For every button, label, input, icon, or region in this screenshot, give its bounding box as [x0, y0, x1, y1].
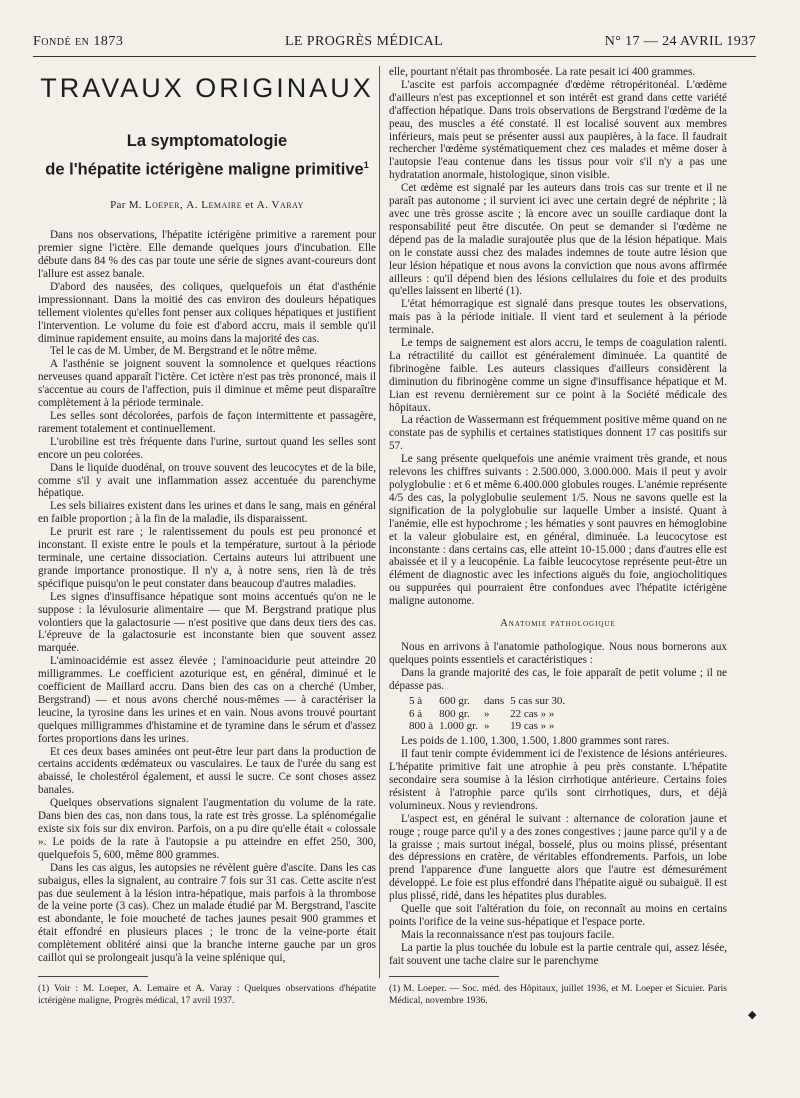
paragraph: La partie la plus touchée du lobule est la partie centrale qui, assez lésée, fait souvent une tache claire sur le parenchyme — [389, 941, 727, 967]
table-cell: 1.000 gr. — [439, 720, 478, 733]
table-cell: 19 cas » » — [510, 720, 555, 733]
footnote-right: (1) M. Loeper. — Soc. méd. des Hôpitaux, juillet 1936, et M. Loeper et Sicuier. Paris Médical, novembre 1936. — [389, 983, 727, 1006]
paragraph: Dans la grande majorité des cas, le foie apparaît de petit volume ; il ne dépasse pas. — [389, 666, 727, 692]
paragraph: L'aminoacidémie est assez élevée ; l'aminoacidurie peut atteindre 20 milligrammes. Le coefficient azoturique est, en général, diminué et le coefficient de Maillard accru. Dans bien des cas on a cherché (Umber, Bergstrand) — et nous avons cherché nous-mêmes — à caractériser la leucine, la tyrosine dans les urines et en vain. Nous avons trouvé pourtant quelques milligrammes d'histamine et de tyramine dans le sérum et d'assez fortes proportions dans les urines. — [38, 655, 376, 745]
paragraph: Dans le liquide duodénal, on trouve souvent des leucocytes et de la bile, comme s'il y avait une inflammation assez accentuée du parenchyme hépatique. — [38, 461, 376, 500]
paragraph: L'état hémorragique est signalé dans presque toutes les observations, mais pas à la période initiale. Il vient tard et seulement à la période terminale. — [389, 298, 727, 337]
table-row — [409, 708, 571, 721]
table-cell: 22 cas » » — [510, 707, 555, 720]
header-journal-name: LE PROGRÈS MÉDICAL — [284, 34, 444, 49]
paragraph: Quelle que soit l'altération du foie, on reconnaît au moins en certains points l'orifice de la veine sus-hépatique et l'espace porte. — [389, 903, 727, 928]
table-cell: 6 à — [409, 707, 423, 720]
table-cell: 800 gr. — [439, 707, 470, 720]
paragraph: elle, pourtant n'était pas thrombosée. La rate pesait ici 400 grammes. — [389, 66, 696, 78]
section-title: TRAVAUX ORIGINAUX — [40, 73, 374, 103]
paragraph: Les selles sont décolorées, parfois de façon intermittente et passagère, rarement totalement et continuellement. — [38, 410, 376, 435]
paragraph: Nous en arrivons à l'anatomie pathologique. Nous nous bornerons aux quelques points essentiels et caractéristiques : — [389, 640, 727, 666]
author-2: A. Lemaire — [186, 199, 243, 212]
table-cell: » — [483, 707, 490, 720]
article-title-line-2-text: de l'hépatite ictérigène maligne primitive — [45, 160, 364, 179]
column-divider — [379, 66, 380, 978]
paragraph: Quelques observations signalent l'augmentation du volume de la rate. Dans bien des cas, non dans tous, la rate est très grosse. La splénomégalie existe six fois sur dix environ. Parfois, on a pu dire qu'elle était « colossale ». Le poids de la rate à l'autopsie a pu atteindre en effet 250, 300, quelquefois 5, 600, même 800 grammes. — [38, 797, 376, 861]
anatomie-heading: Anatomie pathologique — [500, 618, 616, 630]
table-cell: » — [483, 720, 490, 733]
paragraph: Dans nos observations, l'hépatite ictérigène primitive a rarement pour premier signe l'ictère. Elle demande quelques jours d'incubation. Elle débute dans 84 % des cas par toute une série de signes avant-coureurs dont l'allure est assez banale. — [38, 229, 376, 281]
paragraph: Le temps de saignement est alors accru, le temps de coagulation ralenti. La rétractilité du caillot est généralement diminuée. La quantité de fibrinogène faible. Les auteurs classiques d'ailleurs considèrent la diminution du fibrinogène comme un signe d'insuffisance hépatique et M. Lian est revenu dernièrement sur ce point à la Société médicale des hôpitaux. — [389, 337, 727, 414]
paragraph: Les poids de 1.100, 1.300, 1.500, 1.800 grammes sont rares. — [401, 735, 670, 748]
author-3: A. Varay — [256, 199, 304, 212]
paragraph: L'ascite est parfois accompagnée d'œdème rétropéritonéal. L'œdème d'ailleurs n'est pas exceptionnel et son intérêt est grand dans cette variété d'affection hépatique. Dans trois observations de Bergstrand l'œdème de la peau, des muscles a été constaté. Il est localisé souvent aux membres inférieurs, mais peut se présenter aussi aux paupières, à la face. Il faudrait rechercher l'œdème systématiquement chez ces malades et même doser à l'autopsie l'eau contenue dans les tissus pour voir s'il n'y a pas une hydratation anormale, histologique, sinon visible. — [389, 78, 727, 182]
paragraph: Le sang présente quelquefois une anémie vraiment très grande, et nous relevons les chiffres suivants : 2.500.000, 3.000.000. Mais il peut y avoir polyglobulie : et 6 et même 6.400.000 globules rouges. L'anémie représente 4/5 des cas, la polyglobulie seulement 1/5. Nous ne savons quelle est la signification de la polyglobulie sur laquelle Umber a insisté. Quant à l'anémie, elle est hypochrome ; les hématies y sont pauvres en hémoglobine et la valeur globulaire est, en général, diminuée. La leucocytose est inconstante : dans certains cas, elle atteint 10-15.000 ; dans d'autres elle est abaissée et il y a leucopénie. La faible leucocytose représente peut-être un élément de diagnostic avec les infections aiguës du foie, angiocholitiques ou suppurées qui pourraient être confondues avec l'hépatite ictérigène maligne autonome. — [389, 453, 727, 608]
footnote-rule-left — [38, 976, 148, 977]
article-title-note: 1 — [363, 159, 369, 170]
header-founded: Fondé en 1873 — [33, 34, 124, 49]
table-cell: dans — [483, 694, 505, 707]
table-row — [409, 720, 571, 733]
byline-par: Par M. — [110, 199, 142, 212]
table-cell: 5 à — [409, 694, 423, 707]
paragraph: A l'asthénie se joignent souvent la somnolence et quelques réactions nerveuses quand apparaît l'ictère. Cet ictère n'est pas très prononcé, mais il s'accentue au cours de l'affection, puis il diminue et même peut disparaître complètement à la période terminale. — [38, 358, 376, 410]
paragraph: L'urobiline est très fréquente dans l'urine, surtout quand les selles sont encore un peu colorées. — [38, 435, 376, 461]
article-title — [38, 129, 376, 182]
paragraph: Il faut tenir compte évidemment ici de l'existence de lésions antérieures. L'hépatite primitive fait une atrophie à peu près constante. L'hépatite secondaire sera soumise à la lésion cirrhotique antérieure. Certains foies résistent à l'atrophie parce qu'ils sont cirrhotiques, durs, et déjà volumineux. Nous y reviendrons. — [389, 748, 727, 812]
table-cell: 5 cas sur 30. — [510, 694, 566, 707]
end-mark: ◆ — [748, 1009, 757, 1021]
table-cell: 600 gr. — [439, 694, 470, 707]
byline-et: et — [245, 199, 254, 212]
article-title-line-2 — [38, 153, 376, 182]
paragraph: L'aspect est, en général le suivant : alternance de coloration jaune et rouge ; rouge parce qu'il y a des zones congestives ; jaune parce qu'il y a de la graisse ; mais surtout inégal, bosselé, plus ou moins plissé, présentant des dépressions en cratère, de véritables effondrements. Parfois, un lobe prend l'apparence d'une languette alors que l'autre est démesurément développé. Le foie est plus effondré dans l'hépatite aiguë ou subaiguë. Il est plus plissé, ridé, dans les hépatites plus durables. — [389, 812, 727, 903]
footnote-left: (1) Voir : M. Loeper, A. Lemaire et A. Varay : Quelques observations d'hépatite ictérigène maligne, Progrès médical, 17 avril 1937. — [38, 983, 376, 1006]
paragraph: Mais la reconnaissance n'est pas toujours facile. — [401, 928, 615, 941]
header-issue-date: N° 17 — 24 AVRIL 1937 — [604, 34, 756, 49]
paragraph: Les signes d'insuffisance hépatique sont moins accentués qu'on ne le suppose : la lévulosurie alimentaire — que M. Bergstrand pratique plus volontiers que la galactosurie — n'est positive que dans deux tiers des cas. L'épreuve de la galactosurie est inconstante bien que souvent assez marquée. — [38, 590, 376, 655]
footnote-rule-right — [389, 976, 499, 977]
paragraph: Les sels biliaires existent dans les urines et dans le sang, mais en général en faible proportion ; à la fin de la maladie, ils disparaissent. — [38, 500, 376, 526]
paragraph: Et ces deux bases aminées ont peut-être leur part dans la production de certains accidents œdémateux ou vasculaires. Le taux de l'urée du sang est abaissé, le cholestérol également, et aussi le sucre. Ce sont choses assez banales. — [38, 745, 376, 797]
paragraph: D'abord des nausées, des coliques, quelquefois un état d'asthénie impressionnant. Dans la moitié des cas environ des douleurs hépatiques tellement violentes qu'elles font penser aux coliques hépatiques et justifient l'intervention. Le volume du foie est d'abord accru, mais il semble qu'il diminue rapidement ensuite, au moins dans la majorité des cas. — [38, 280, 376, 345]
right-column — [389, 66, 727, 968]
page-header — [33, 34, 756, 52]
liver-weight-table — [409, 695, 571, 734]
table-row — [409, 695, 571, 708]
paragraph: Cet œdème est signalé par les auteurs dans trois cas sur trente et il ne paraît pas autonome ; il survient ici avec une certain degré de néphrite ; là avec une très grosse ascite ; là encore avec un souille cardiaque dont la responsabilité peut être discutée. On peut se demander si l'œdème ne dépend pas de la maladie surajoutée plus que de la lésion hépatique. Mais on le constate aussi chez des malades indemnes de toute autre lésion que leur lésion hépatique et nous avons la conviction que nous avons affirmée ailleurs : qu'il dépend bien des lésions cellulaires du foie et des produits qu'elles laissent en liberté (1). — [389, 182, 727, 298]
author-1: Loeper, — [144, 199, 184, 212]
table-cell: 800 à — [409, 720, 434, 733]
byline — [38, 199, 376, 212]
article-title-line-1: La symptomatologie — [126, 131, 288, 150]
paragraph: Dans les cas aigus, les autopsies ne révèlent guère d'ascite. Dans les cas subaigus, elles la signalent, au contraire 7 fois sur 31 cas. Cette ascite n'est pas due seulement à la lésion intra-hépatique, mais parfois à la thrombose de la veine porte (3 cas). Chez un malade étudié par M. Bergstrand, l'ascite est abondante, le foie moucheté de taches jaunes pesait 900 grammes et était effondré en plusieurs places ; le tronc de la veine-porte était complètement oblitéré ainsi que la branche interne gauche par un gros caillot qui se prolongeait jusqu'à la veine splénique qui, — [38, 861, 376, 965]
left-column — [38, 66, 376, 965]
paragraph: Le prurit est rare ; le ralentissement du pouls est peu prononcé et inconstant. Il existe entre le pouls et la température, surtout à la période terminale, une certaine dissociation. Certains auteurs lui attribuent une grande importance pronostique. Il n'y a, à notre sens, rien là de très spécifique puisqu'on le peut constater dans beaucoup d'autres maladies. — [38, 526, 376, 590]
paragraph: Tel le cas de M. Umber, de M. Bergstrand et le nôtre même. — [50, 345, 318, 358]
paragraph: La réaction de Wassermann est fréquemment positive même quand on ne constate pas de syphilis et certaines statistiques donnent 17 cas positifs sur 57. — [389, 414, 727, 453]
header-rule — [33, 56, 756, 57]
